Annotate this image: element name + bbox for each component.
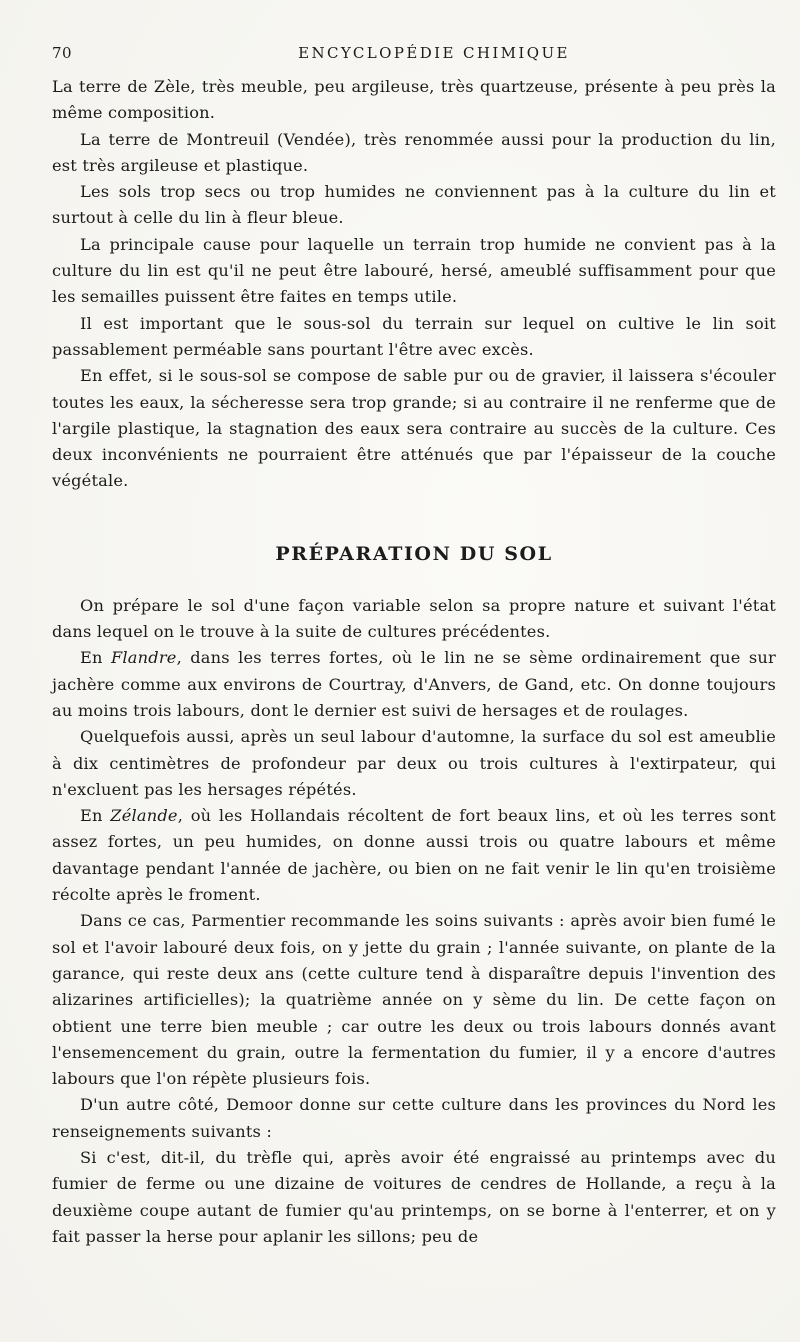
paragraph: La terre de Montreuil (Vendée), très renommée aussi pour la production du lin, est très argileuse et plastique. (52, 129, 776, 175)
running-title: ENCYCLOPÉDIE CHIMIQUE (298, 44, 570, 62)
paragraph (52, 803, 776, 908)
paragraph: Si c'est, dit-il, du trèfle qui, après avoir été engraissé au printemps avec du fumier de ferme ou une dizaine de voitures de cendres de Hollande, a reçu à la deuxième coupe autant de fumier qu'au printemps, on se borne à l'enterrer, et on y fait passer la herse pour aplanir les sillons; peu de (52, 1147, 776, 1246)
paragraph: La principale cause pour laquelle un terrain trop humide ne convient pas à la culture du lin est qu'il ne peut être labouré, hersé, ameublé suffisamment pour que les semailles puissent être faites en temps utile. (52, 234, 776, 307)
text-run: , dans les terres fortes, où le lin ne se sème ordinairement que sur jachère comme aux environs de Courtray, d'Anvers, de Gand, etc. On donne toujours au moins trois labours, dont le dernier est suivi de hersages et de roulages. (52, 648, 776, 720)
paragraph: Quelquefois aussi, après un seul labour d'automne, la surface du sol est ameublie à dix centimètres de profondeur par deux ou trois cultures à l'extirpateur, qui n'excluent pas les hersages répétés. (52, 727, 776, 799)
text-run: , où les Hollandais récoltent de fort beaux lins, et où les terres sont assez fortes, un peu humides, on donne aussi trois ou quatre labours et même davantage pendant l'année de jachère, ou bien on ne fait venir le lin qu'en troisième récolte après le froment. (52, 806, 776, 905)
paragraph: En effet, si le sous-sol se compose de sable pur ou de gravier, il laissera s'écouler toutes les eaux, la sécheresse sera trop grande; si au contraire il ne renferme que de l'argile plastique, la stagnation des eaux sera contraire au succès de la culture. Ces deux inconvénients ne pourraient être atténués que par l'épaisseur de la couche végétale. (52, 366, 776, 491)
place-name-zelande: Zélande (110, 806, 178, 826)
paragraph: Il est important que le sous-sol du terrain sur lequel on cultive le lin soit passablement perméable sans pourtant l'être avec excès. (52, 313, 776, 359)
paragraph (52, 645, 776, 724)
text-run: En (80, 806, 111, 826)
text-run: En (80, 648, 111, 668)
place-name-flandre: Flandre (110, 648, 177, 668)
section-heading: PRÉPARATION DU SOL (275, 542, 553, 565)
page-header (52, 40, 776, 74)
page-number: 70 (52, 44, 73, 62)
paragraph: D'un autre côté, Demoor donne sur cette culture dans les provinces du Nord les renseignements suivants : (52, 1095, 776, 1141)
paragraph: Dans ce cas, Parmentier recommande les soins suivants : après avoir bien fumé le sol et l'avoir labouré deux fois, on y jette du grain ; l'année suivante, on plante de la garance, qui reste deux ans (cette culture tend à disparaître depuis l'invention des alizarines artificielles); la quatrième année on y sème du lin. De cette façon on obtient une terre bien meuble ; car outre les deux ou trois labours donnés avant l'ensemencement du grain, outre la fermentation du fumier, il y a encore d'autres labours que l'on répète plusieurs fois. (52, 911, 776, 1089)
paragraph: La terre de Zèle, très meuble, peu argileuse, très quartzeuse, présente à peu près la même composition. (52, 77, 776, 123)
paragraph: On prépare le sol d'une façon variable selon sa propre nature et suivant l'état dans lequel on le trouve à la suite de cultures précédentes. (52, 595, 776, 642)
body-text (52, 74, 776, 1250)
paragraph: Les sols trop secs ou trop humides ne conviennent pas à la culture du lin et surtout à celle du lin à fleur bleue. (52, 182, 776, 228)
